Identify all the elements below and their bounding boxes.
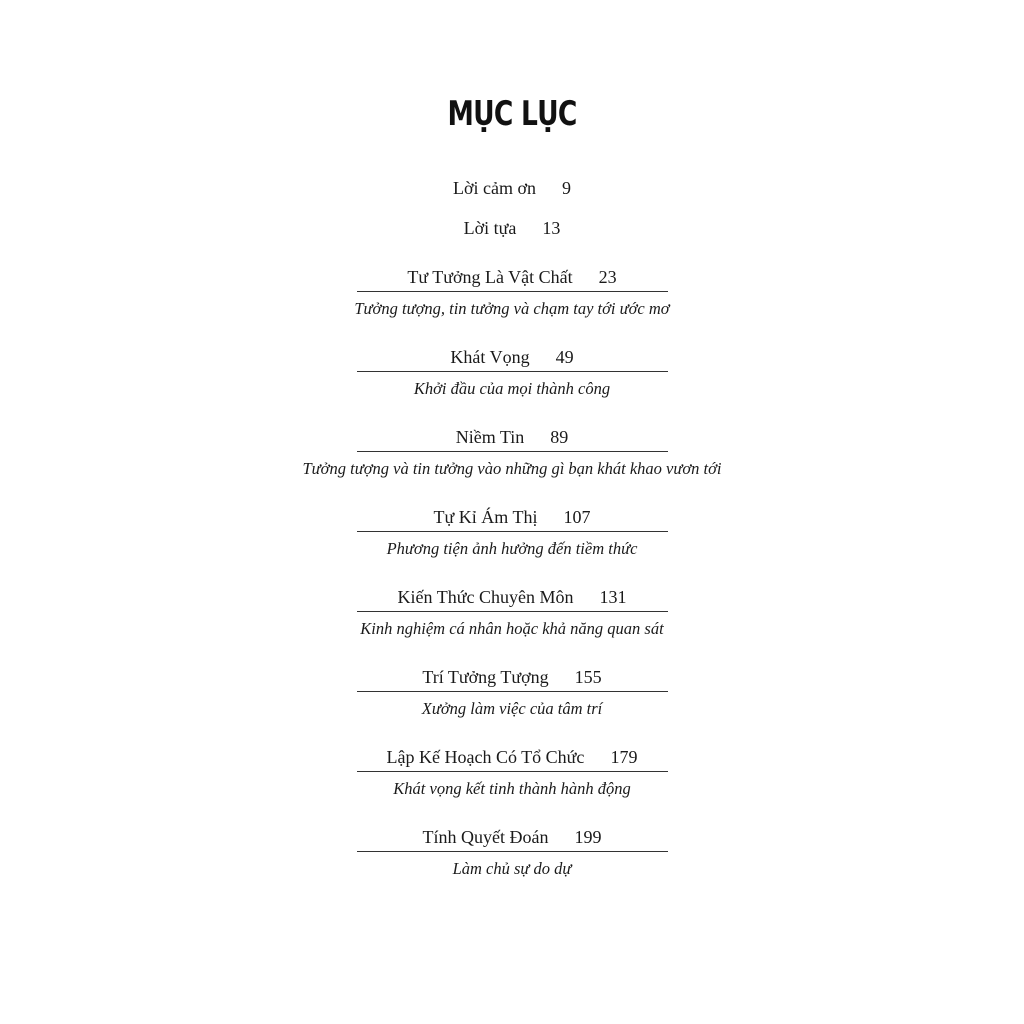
chapter-subtitle: Làm chủ sự do dự	[452, 859, 572, 878]
chapter-page-number: 179	[610, 747, 638, 767]
entry-label: Lời cảm ơn	[452, 178, 536, 198]
chapter-title: Khát Vọng	[450, 347, 530, 367]
chapter-divider	[357, 531, 668, 532]
chapter-subtitle: Xưởng làm việc của tâm trí	[421, 699, 603, 718]
chapter-title: Niềm Tin	[455, 427, 525, 447]
toc-entry-acknowledgements	[0, 176, 1024, 200]
chapter-subtitle: Tưởng tượng, tin tưởng và chạm tay tới ước mơ	[354, 299, 670, 318]
toc-chapter-7	[0, 745, 1024, 800]
chapter-title: Tính Quyết Đoán	[422, 827, 549, 847]
chapter-divider	[357, 291, 668, 292]
chapter-divider	[357, 851, 668, 852]
chapter-divider	[357, 451, 668, 452]
chapter-subtitle: Kinh nghiệm cá nhân hoặc khả năng quan sát	[360, 619, 664, 638]
chapter-title: Kiến Thức Chuyên Môn	[397, 587, 574, 607]
chapter-heading	[0, 745, 1024, 771]
chapter-heading	[0, 665, 1024, 691]
chapter-title: Tư Tưởng Là Vật Chất	[407, 267, 573, 287]
chapter-heading	[0, 345, 1024, 371]
chapter-title: Trí Tưởng Tượng	[422, 667, 549, 687]
chapter-divider	[357, 771, 668, 772]
chapter-page-number: 131	[599, 587, 627, 607]
chapter-page-number: 199	[574, 827, 602, 847]
chapter-subtitle: Khát vọng kết tinh thành hành động	[393, 779, 631, 798]
chapter-heading	[0, 505, 1024, 531]
chapter-page-number: 89	[550, 427, 569, 447]
chapter-subtitle: Phương tiện ảnh hưởng đến tiềm thức	[386, 539, 638, 558]
toc-chapter-6	[0, 665, 1024, 720]
toc-chapter-5	[0, 585, 1024, 640]
chapter-title: Tự Kỉ Ám Thị	[433, 507, 538, 527]
toc-chapter-8	[0, 825, 1024, 880]
chapter-page-number: 107	[563, 507, 591, 527]
page-title: MỤC LỤC	[447, 94, 577, 134]
chapter-heading	[0, 425, 1024, 451]
toc-chapter-1	[0, 265, 1024, 320]
chapter-heading	[0, 585, 1024, 611]
entry-page-number: 13	[542, 218, 561, 238]
chapter-heading	[0, 825, 1024, 851]
toc-entry-preface	[0, 216, 1024, 240]
chapter-divider	[357, 691, 668, 692]
chapter-subtitle: Khởi đầu của mọi thành công	[413, 379, 611, 398]
chapter-page-number: 155	[574, 667, 602, 687]
entry-label: Lời tựa	[463, 218, 517, 238]
chapter-heading	[0, 265, 1024, 291]
chapter-title: Lập Kế Hoạch Có Tổ Chức	[386, 747, 585, 767]
chapter-subtitle: Tưởng tượng và tin tưởng vào những gì bạn khát khao vươn tới	[302, 459, 722, 478]
toc-chapter-2	[0, 345, 1024, 400]
toc-chapter-4	[0, 505, 1024, 560]
chapter-divider	[357, 611, 668, 612]
chapter-divider	[357, 371, 668, 372]
entry-page-number: 9	[562, 178, 571, 198]
toc-chapter-3	[0, 425, 1024, 480]
chapter-page-number: 23	[598, 267, 617, 287]
chapter-page-number: 49	[555, 347, 574, 367]
